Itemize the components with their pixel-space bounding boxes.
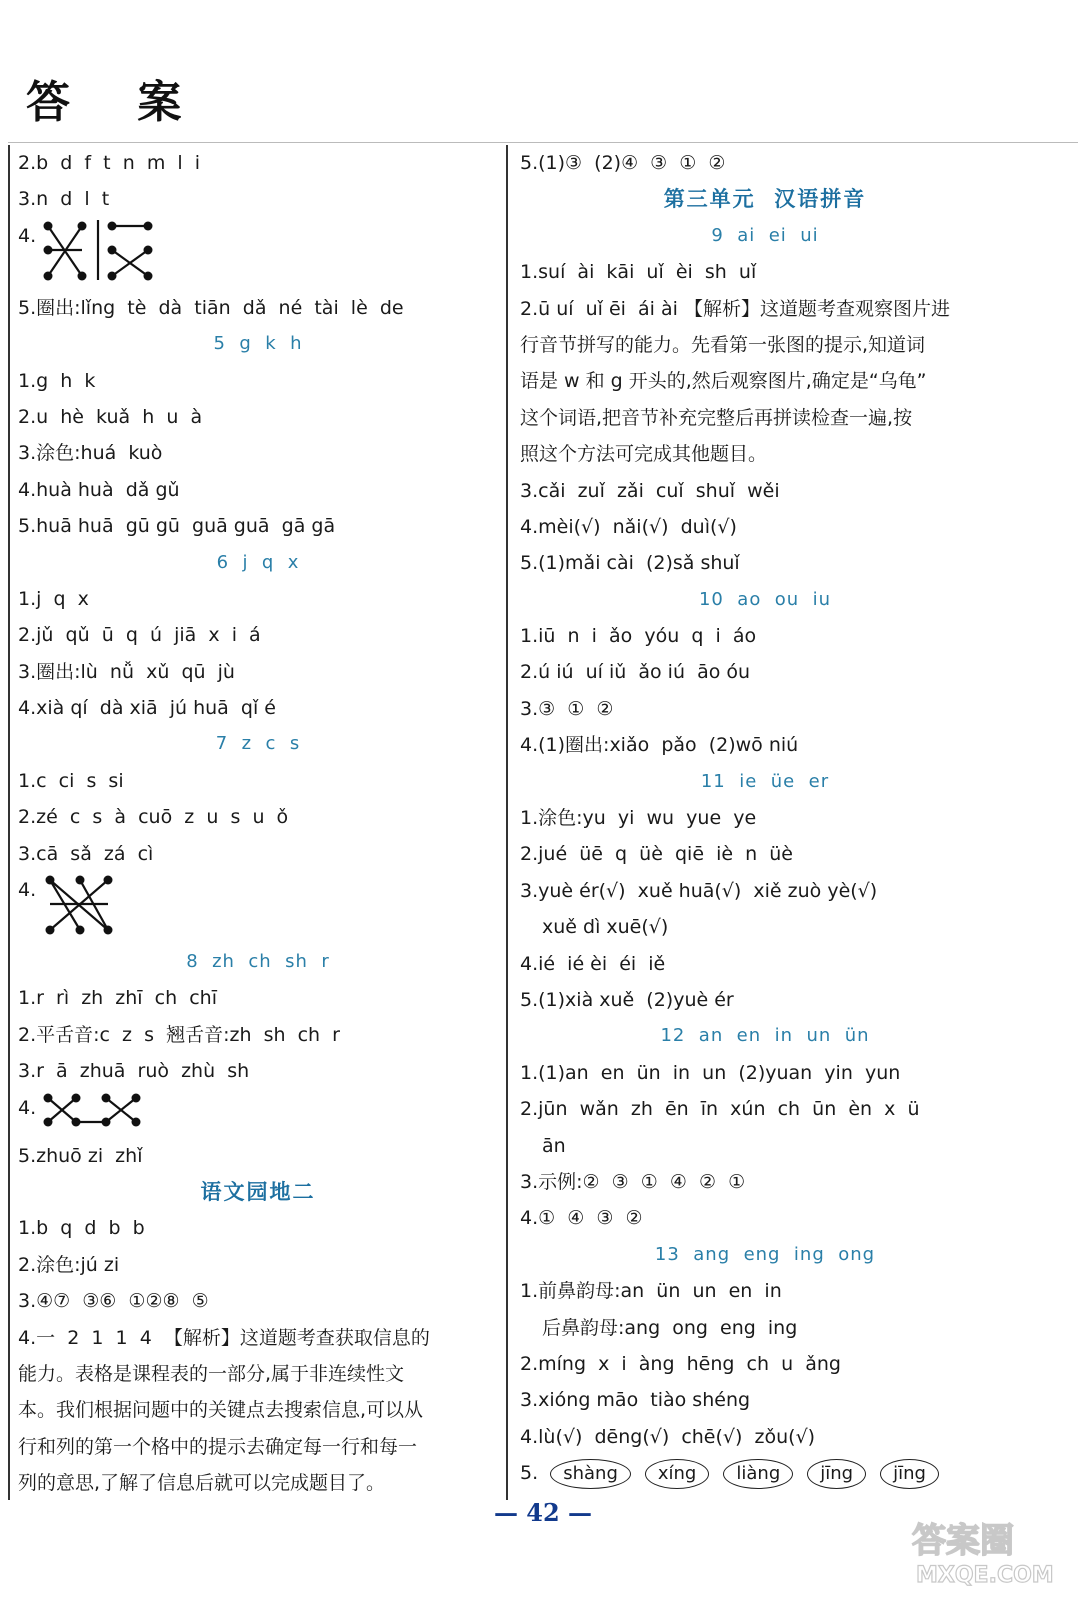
answer-line: 2.jué üē q üè qiē iè n üè bbox=[520, 843, 793, 866]
answer-line: 3.n d l t bbox=[18, 188, 110, 211]
lesson-heading: 6 j q x bbox=[216, 551, 300, 573]
answer-line: 2.b d f t n m l i bbox=[18, 152, 201, 174]
lesson-heading: 7 z c s bbox=[215, 733, 301, 755]
lesson-heading: 5 g k h bbox=[213, 333, 303, 355]
answer-line: 1.j q x bbox=[18, 587, 89, 610]
answer-line: 4.lù(√) dēng(√) chē(√) zǒu(√) bbox=[520, 1425, 816, 1448]
answer-line: 1.b q d b b bbox=[18, 1217, 145, 1240]
answer-line: 3.涂色:huá kuò bbox=[18, 442, 163, 465]
answer-line: 5.huā huā gū gū guā guā gā gā bbox=[18, 515, 336, 538]
answer-line: 2.ū uí uǐ ēi ái ài 【解析】这道题考查观察图片进 bbox=[520, 297, 950, 320]
answer-line: 1.前鼻韵母:an ün un en in bbox=[520, 1280, 782, 1303]
lesson-heading: 13 ang eng ing ong bbox=[654, 1243, 876, 1265]
answer-line: 3.圈出:lù nǚ xǔ qū jù bbox=[18, 660, 235, 683]
answer-line: 4.huà huà dǎ gǔ bbox=[18, 478, 180, 501]
answer-line: 3.示例:② ③ ① ④ ② ① bbox=[520, 1170, 746, 1193]
answer-line: 1.iū n i ǎo yóu q i áo bbox=[520, 625, 757, 648]
answer-line: 2.jūn wǎn zh ēn īn xún ch ūn èn x ü bbox=[520, 1098, 920, 1121]
answer-line: 1.g h k bbox=[18, 369, 96, 392]
circled-syllables-answer bbox=[520, 1455, 1010, 1495]
answer-line-continued: ān bbox=[542, 1134, 566, 1157]
circled-syllable: jīng bbox=[880, 1459, 939, 1489]
left-border bbox=[8, 145, 10, 1500]
answer-line: 本。我们根据问题中的关键点去搜索信息,可以从 bbox=[18, 1399, 424, 1422]
left-column bbox=[18, 145, 498, 1502]
answer-line: 3.cǎi zuǐ zǎi cuǐ shuǐ wěi bbox=[520, 479, 780, 502]
answer-line: 5.(1)mǎi cài (2)sǎ shuǐ bbox=[520, 552, 740, 575]
lesson-heading: 12 an en in un ün bbox=[660, 1025, 870, 1047]
answer-line: 4.ié ié èi éi iě bbox=[520, 952, 666, 975]
answer-line: 1.(1)an en ün in un (2)yuan yin yun bbox=[520, 1061, 901, 1084]
question-number: 4. bbox=[18, 1096, 37, 1119]
circled-syllable: shàng bbox=[550, 1459, 631, 1489]
answer-line: 2.涂色:jú zi bbox=[18, 1253, 120, 1276]
unit-heading: 第三单元 汉语拼音 bbox=[663, 187, 867, 212]
matching-lines-diagram bbox=[40, 1090, 150, 1130]
answer-line: 3.yuè ér(√) xuě huā(√) xiě zuò yè(√) bbox=[520, 879, 878, 902]
answer-line: 能力。表格是课程表的一部分,属于非连续性文 bbox=[18, 1362, 405, 1385]
answer-line: 1.suí ài kāi uǐ èi sh uǐ bbox=[520, 261, 757, 284]
answer-line: 4.一 2 1 1 4 【解析】这道题考查获取信息的 bbox=[18, 1326, 430, 1349]
lesson-heading: 9 ai ei ui bbox=[711, 224, 819, 246]
question-number: 5. bbox=[520, 1462, 551, 1485]
question-number: 4. bbox=[18, 224, 37, 247]
matching-answer bbox=[18, 218, 498, 290]
watermark-logo bbox=[902, 1510, 1072, 1590]
answer-line: 3.④⑦ ③⑥ ①②⑧ ⑤ bbox=[18, 1290, 209, 1313]
answer-line: 语是 w 和 g 开头的,然后观察图片,确定是“乌龟” bbox=[520, 370, 927, 393]
svg-text:MXQE.COM: MXQE.COM bbox=[916, 1563, 1054, 1588]
lesson-heading: 8 zh ch sh r bbox=[186, 951, 330, 973]
answer-line: 1.涂色:yu yi wu yue ye bbox=[520, 807, 757, 830]
page-number: — 42 — bbox=[493, 1498, 593, 1527]
answer-line: 2.jǔ qǔ ū q ú jiā x i á bbox=[18, 624, 261, 647]
answer-line-continued: xuě dì xuē(√) bbox=[542, 916, 669, 939]
circled-syllable: liàng bbox=[723, 1459, 793, 1489]
lesson-heading: 11 ie üe er bbox=[700, 770, 830, 792]
matching-answer bbox=[18, 1090, 498, 1138]
circled-syllable: jīng bbox=[807, 1459, 866, 1489]
matching-lines-diagram bbox=[40, 872, 130, 938]
answer-line: 5.圈出:lǐng tè dà tiān dǎ né tài lè de bbox=[18, 296, 404, 319]
answer-line: 4.xià qí dà xiā jú huā qǐ é bbox=[18, 697, 276, 720]
right-column bbox=[520, 145, 1010, 1495]
answer-line: 1.r rì zh zhī ch chī bbox=[18, 987, 217, 1010]
answer-line: 4.(1)圈出:xiǎo pǎo (2)wō niú bbox=[520, 734, 799, 757]
answer-line: 5.(1)③ (2)④ ③ ① ② bbox=[520, 152, 726, 174]
answer-line: 4.mèi(√) nǎi(√) duì(√) bbox=[520, 515, 737, 538]
question-number: 4. bbox=[18, 879, 37, 902]
answer-line: 3.cā sǎ zá cì bbox=[18, 842, 154, 865]
answer-line: 2.平舌音:c z s 翘舌音:zh sh ch r bbox=[18, 1023, 340, 1046]
column-divider bbox=[506, 145, 508, 1500]
answer-line: 列的意思,了解了信息后就可以完成题目了。 bbox=[18, 1472, 386, 1495]
answer-line: 行和列的第一个格中的提示去确定每一行和每一 bbox=[18, 1435, 418, 1458]
answer-line: 2.míng x i àng hēng ch u ǎng bbox=[520, 1352, 841, 1375]
answer-line: 这个词语,把音节补充完整后再拼读检查一遍,按 bbox=[520, 406, 913, 429]
answer-line: 2.zé c s à cuō z u s u ǒ bbox=[18, 806, 289, 829]
matching-answer bbox=[18, 872, 498, 944]
answer-line: 3.xióng māo tiào shéng bbox=[520, 1389, 751, 1412]
answer-line: 5.(1)xià xuě (2)yuè ér bbox=[520, 988, 734, 1011]
svg-text:答案圈: 答案圈 bbox=[912, 1521, 1014, 1561]
answer-line: 3.r ā zhuā ruò zhù sh bbox=[18, 1060, 250, 1083]
answer-line-continued: 后鼻韵母:ang ong eng ing bbox=[542, 1316, 798, 1339]
unit-heading: 语文园地二 bbox=[200, 1179, 316, 1204]
answer-line: 行音节拼写的能力。先看第一张图的提示,知道词 bbox=[520, 333, 926, 356]
answer-line: 3.③ ① ② bbox=[520, 697, 614, 720]
page-title: 答 案 bbox=[26, 77, 208, 128]
header-rule bbox=[8, 142, 1078, 143]
matching-lines-diagram bbox=[40, 218, 160, 284]
lesson-heading: 10 ao ou iu bbox=[698, 588, 832, 610]
answer-line: 2.ú iú uí iǔ ǎo iú āo óu bbox=[520, 661, 751, 684]
answer-line: 4.① ④ ③ ② bbox=[520, 1207, 643, 1230]
circled-syllable: xíng bbox=[645, 1459, 710, 1489]
answer-line: 2.u hè kuǎ h u à bbox=[18, 405, 203, 428]
answer-line: 照这个方法可完成其他题目。 bbox=[520, 443, 768, 466]
answer-line: 1.c ci s si bbox=[18, 769, 124, 792]
answer-line: 5.zhuō zi zhǐ bbox=[18, 1144, 143, 1167]
